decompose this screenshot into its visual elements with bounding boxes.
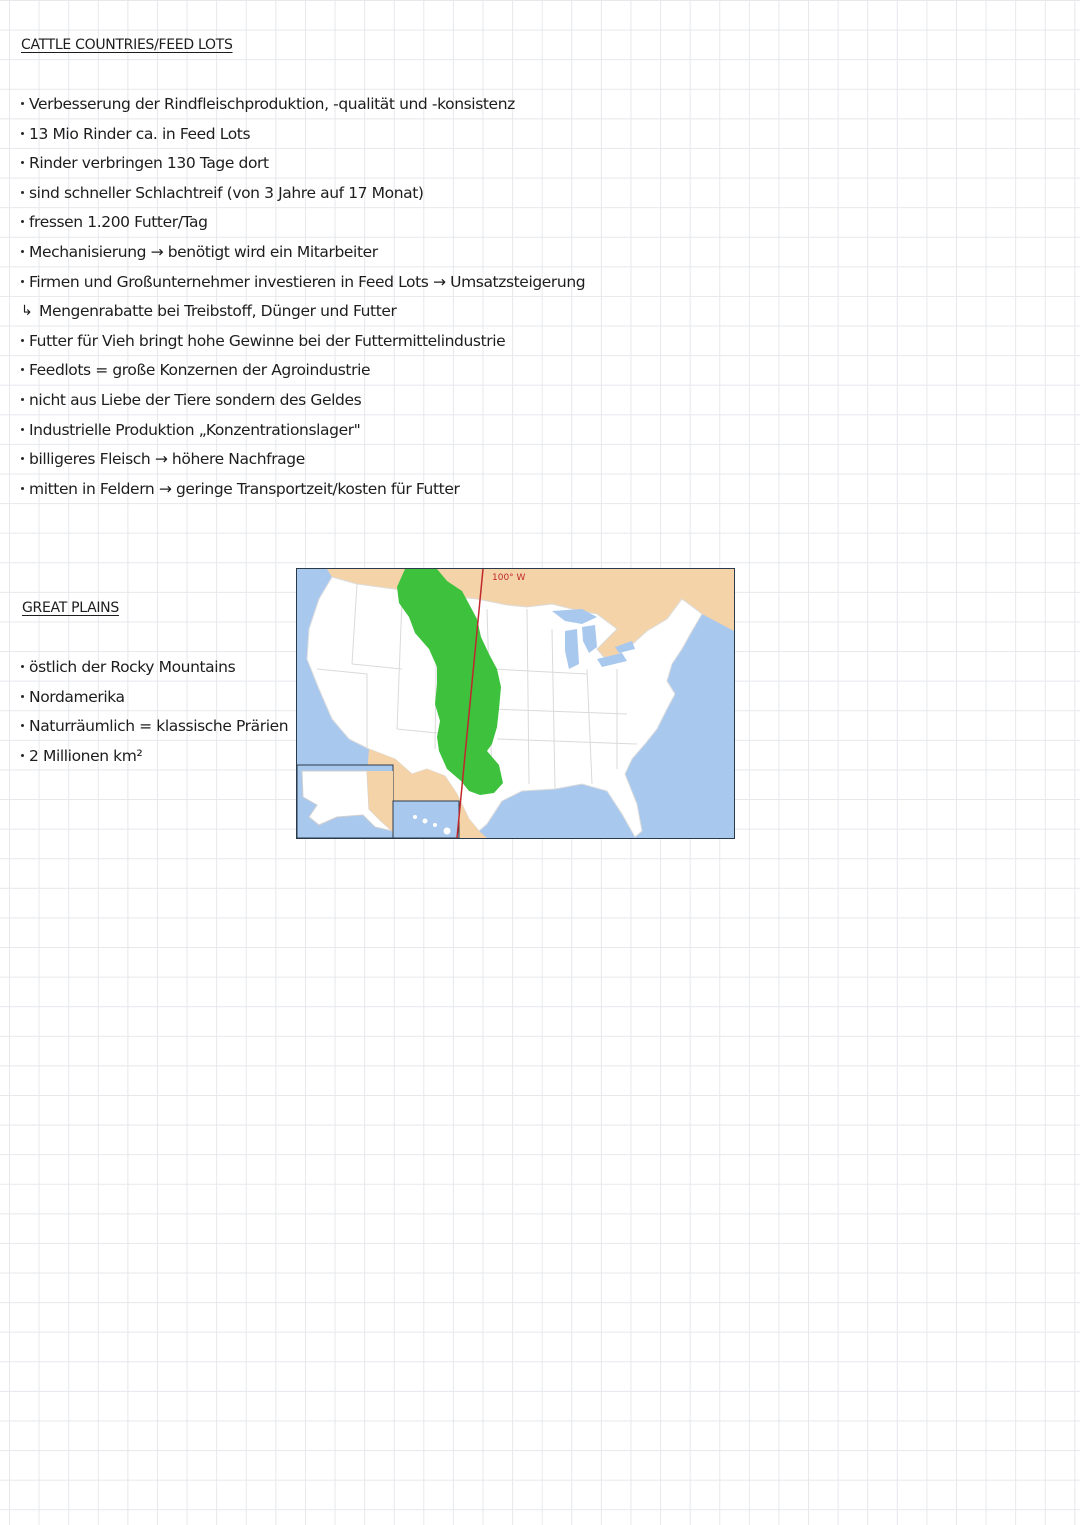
bullet-icon — [21, 368, 24, 371]
bullet-icon — [21, 220, 24, 223]
list-item: Futter für Vieh bringt hohe Gewinne bei der Futtermittelindustrie — [21, 327, 585, 357]
notes-list-feedlots — [21, 90, 585, 504]
bullet-icon — [21, 428, 24, 431]
notes-list-great-plains — [21, 653, 288, 771]
bullet-icon — [21, 191, 24, 194]
alaska-inset — [297, 765, 393, 838]
hawaii-inset — [393, 801, 459, 838]
list-item: Industrielle Produktion „Konzentrationslager" — [21, 416, 585, 446]
list-item: Mechanisierung → benötigt wird ein Mitarbeiter — [21, 238, 585, 268]
list-item: fressen 1.200 Futter/Tag — [21, 208, 585, 238]
list-item: nicht aus Liebe der Tiere sondern des Geldes — [21, 386, 585, 416]
list-item: mitten in Feldern → geringe Transportzeit/kosten für Futter — [21, 475, 585, 505]
bullet-icon — [21, 398, 24, 401]
section-heading-cattle-countries: CATTLE COUNTRIES/FEED LOTS — [21, 37, 233, 53]
list-item: Rinder verbringen 130 Tage dort — [21, 149, 585, 179]
list-item: Naturräumlich = klassische Prärien — [21, 712, 288, 742]
bullet-icon — [21, 487, 24, 490]
sub-arrow-icon: ↳ — [21, 303, 33, 320]
list-item: Verbesserung der Rindfleischproduktion, -qualität und -konsistenz — [21, 90, 585, 120]
list-item: 2 Millionen km² — [21, 742, 288, 772]
list-item-sub: ↳ Mengenrabatte bei Treibstoff, Dünger und Futter — [21, 297, 585, 327]
bullet-icon — [21, 132, 24, 135]
great-plains-map — [296, 568, 735, 839]
list-item: östlich der Rocky Mountains — [21, 653, 288, 683]
meridian-label: 100° W — [492, 573, 526, 583]
bullet-icon — [21, 695, 24, 698]
bullet-icon — [21, 665, 24, 668]
bullet-icon — [21, 754, 24, 757]
bullet-icon — [21, 250, 24, 253]
bullet-icon — [21, 457, 24, 460]
section-heading-great-plains: GREAT PLAINS — [22, 600, 119, 616]
list-item: sind schneller Schlachtreif (von 3 Jahre auf 17 Monat) — [21, 179, 585, 209]
list-item: 13 Mio Rinder ca. in Feed Lots — [21, 120, 585, 150]
list-item: billigeres Fleisch → höhere Nachfrage — [21, 445, 585, 475]
list-item: Firmen und Großunternehmer investieren in Feed Lots → Umsatzsteigerung — [21, 268, 585, 298]
usa-map-svg — [297, 569, 734, 838]
bullet-icon — [21, 339, 24, 342]
bullet-icon — [21, 724, 24, 727]
list-item: Nordamerika — [21, 683, 288, 713]
list-item: Feedlots = große Konzernen der Agroindustrie — [21, 356, 585, 386]
bullet-icon — [21, 161, 24, 164]
bullet-icon — [21, 280, 24, 283]
bullet-icon — [21, 102, 24, 105]
